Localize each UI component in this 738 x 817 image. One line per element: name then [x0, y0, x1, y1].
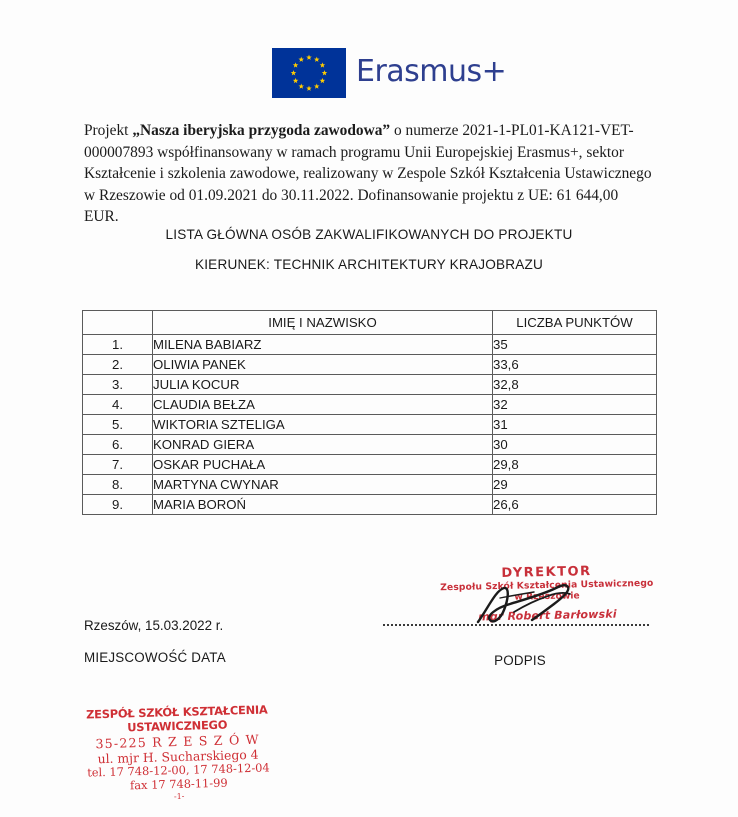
- cell-name: JULIA KOCUR: [153, 375, 493, 395]
- cell-points: 26,6: [493, 495, 657, 515]
- table-body: [83, 335, 657, 515]
- cell-points: 35: [493, 335, 657, 355]
- table-header: [83, 311, 657, 335]
- director-stamp-organisation: Zespołu Szkół Kształcenia Ustawicznego: [440, 577, 654, 594]
- project-title: „Nasza iberyjska przygoda zawodowa”: [132, 122, 391, 139]
- table-row: [83, 335, 657, 355]
- signature-label: PODPIS: [494, 653, 546, 668]
- cell-name: CLAUDIA BEŁZA: [153, 395, 493, 415]
- table-row: [83, 395, 657, 415]
- intro-rest: o numerze 2021-1-PL01-KA121-VET-000007893 współfinansowany w ramach programu Unii Europejskiej Erasmus+, sektor Kształcenie i szkolenia zawodowe, realizowany w Zespole Szkół Kształcenia Ustawicznego w Rzeszowie od 01.09.2021 do 30.11.2022. Dofinansowanie projektu z UE: 61 644,00 EUR.: [84, 122, 652, 225]
- cell-index: 1.: [83, 335, 153, 355]
- cell-index: 4.: [83, 395, 153, 415]
- cell-index: 8.: [83, 475, 153, 495]
- cell-points: 32: [493, 395, 657, 415]
- school-stamp-line4: tel. 17 748-12-00, 17 748-12-04: [87, 760, 270, 780]
- cell-points: 33,6: [493, 355, 657, 375]
- column-header-index: [83, 311, 153, 335]
- page-title: LISTA GŁÓWNA OSÓB ZAKWALIFIKOWANYCH DO PROJEKTU: [165, 227, 573, 242]
- cell-index: 5.: [83, 415, 153, 435]
- qualified-persons-table: [82, 310, 657, 515]
- school-stamp-line6: -1-: [173, 791, 185, 802]
- cell-name: WIKTORIA SZTELIGA: [153, 415, 493, 435]
- cell-points: 31: [493, 415, 657, 435]
- school-stamp: [43, 702, 314, 805]
- cell-name: MILENA BABIARZ: [153, 335, 493, 355]
- table-row: [83, 435, 657, 455]
- cell-points: 29: [493, 475, 657, 495]
- director-stamp-city: w Rzeszowie: [514, 589, 580, 603]
- cell-name: MARIA BOROŃ: [153, 495, 493, 515]
- cell-points: 32,8: [493, 375, 657, 395]
- director-stamp-name: mgr Robert Barłowski: [477, 607, 617, 624]
- cell-name: KONRAD GIERA: [153, 435, 493, 455]
- cell-index: 9.: [83, 495, 153, 515]
- school-stamp-line2: 35-225 R Z E S Z Ó W: [95, 731, 261, 752]
- school-stamp-line3: ul. mjr H. Sucharskiego 4: [97, 746, 259, 767]
- director-stamp: [431, 564, 662, 626]
- erasmus-wordmark: Erasmus+: [356, 54, 507, 89]
- place-date-label: MIEJSCOWOŚĆ DATA: [84, 650, 226, 665]
- table-row: [83, 375, 657, 395]
- page-subtitle: KIERUNEK: TECHNIK ARCHITEKTURY KRAJOBRAZU: [194, 257, 544, 272]
- cell-index: 7.: [83, 455, 153, 475]
- table-row: [83, 495, 657, 515]
- place-and-date: Rzeszów, 15.03.2022 r.: [84, 618, 224, 633]
- table-header-row: [83, 311, 657, 335]
- erasmus-logo: [272, 48, 506, 98]
- school-stamp-line5: fax 17 748-11-99: [129, 775, 228, 793]
- school-stamp-line1: ZESPÓŁ SZKÓŁ KSZTAŁCENIA USTAWICZNEGO: [85, 702, 268, 735]
- table-row: [83, 415, 657, 435]
- project-description: [84, 120, 656, 228]
- cell-index: 6.: [83, 435, 153, 455]
- table-row: [83, 475, 657, 495]
- eu-flag-icon: [272, 48, 346, 98]
- cell-points: 29,8: [493, 455, 657, 475]
- cell-name: MARTYNA CWYNAR: [153, 475, 493, 495]
- cell-index: 2.: [83, 355, 153, 375]
- intro-prefix: Projekt: [84, 122, 133, 139]
- table-row: [83, 455, 657, 475]
- signature-line: [383, 624, 649, 626]
- column-header-points: LICZBA PUNKTÓW: [493, 311, 657, 335]
- cell-name: OSKAR PUCHAŁA: [153, 455, 493, 475]
- cell-index: 3.: [83, 375, 153, 395]
- column-header-name: IMIĘ I NAZWISKO: [153, 311, 493, 335]
- cell-points: 30: [493, 435, 657, 455]
- director-stamp-title: DYREKTOR: [501, 564, 592, 581]
- table-row: [83, 355, 657, 375]
- cell-name: OLIWIA PANEK: [153, 355, 493, 375]
